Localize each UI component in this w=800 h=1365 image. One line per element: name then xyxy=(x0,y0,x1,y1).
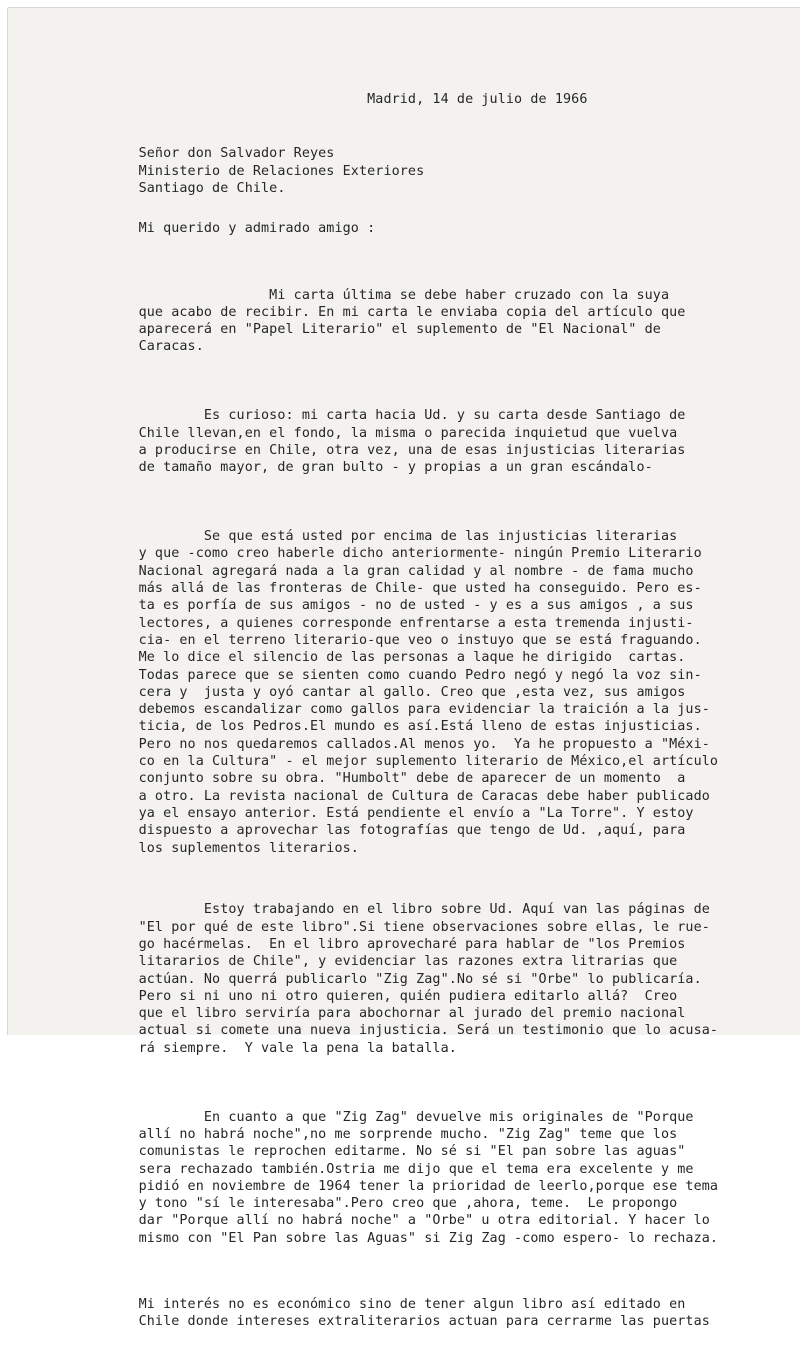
letter-date: Madrid, 14 de julio de 1966 xyxy=(8,92,588,107)
salutation: Mi querido y admirado amigo : xyxy=(8,221,376,236)
recipient-address: Señor don Salvador Reyes Ministerio de Relaciones Exteriores Santiago de Chile. xyxy=(138,146,425,196)
paragraph-4: Estoy trabajando en el libro sobre Ud. Aquí van las páginas de "El por qué de este libro".Si tiene observaciones sobre ellas, le rue- go hacérmelas. En el libro aprovecharé para hablar de "los Premios litararios de Chile", y evidenciar las razones extra litrarias que actúan. No querrá publicarlo "Zig Zag".No sé si "Orbe" lo publicaría. Pero si ni uno ni otro quieren, quién pudiera editarlo allá? Creo que el libro serviría para abochornar al jurado del premio nacional actual si comete una nueva injusticia. Será un testimonio que lo acusa- rá siempre. Y vale la pena la batalla. xyxy=(138,902,719,1056)
paragraph-2: Es curioso: mi carta hacia Ud. y su carta desde Santiago de Chile llevan,en el fondo, la misma o parecida inquietud que vuelva a producirse en Chile, otra vez, una de esas injusticias literarias de tamaño mayor, de gran bulto - y propias a un gran escándalo- xyxy=(138,408,686,476)
paragraph-6: Mi interés no es económico sino de tener algun libro así editado en Chile donde intereses extraliterarios actuan para cerrarme las puertas xyxy=(138,1296,710,1329)
letter-body xyxy=(8,252,800,1365)
paragraph-1: Mi carta última se debe haber cruzado con la suya que acabo de recibir. En mi carta le enviaba copia del artículo que aparecerá en "Papel Literario" el suplemento de "El Nacional" de Caracas. xyxy=(138,287,686,355)
letter-page xyxy=(8,8,800,1329)
paragraph-5: En cuanto a que "Zig Zag" devuelve mis originales de "Porque allí no habrá noche",no me sorprende mucho. "Zig Zag" teme que los comunistas le reprochen editarme. No sé si "El pan sobre las aguas" sera rechazado también.Ostria me dijo que el tema era excelente y me pidió en noviembre de 1964 tener la prioridad de leerlo,porque ese tema y tono "sí le interesaba".Pero creo que ,ahora, teme. Le propongo dar "Porque allí no habrá noche" a "Orbe" u otra editorial. Y hacer lo mismo con "El Pan sobre las Aguas" si Zig Zag -como espero- lo rechaza. xyxy=(138,1109,719,1246)
paragraph-3: Se que está usted por encima de las injusticias literarias y que -como creo haberle dicho anteriormente- ningún Premio Literario Nacional agregará nada a la gran calidad y al nombre - de fama mucho más allá de las fronteras de Chile- que usted ha conseguido. Pero es- ta es porfía de sus amigos - no de usted - y es a sus amigos , a sus lectores, a quienes corresponde enfrentarse a esta tremenda injusti- cia- en el terreno literario-que veo o instuyo que se está fraguando. Me lo dice el silencio de las personas a laque he dirigido cartas. Todas parece que se sienten como cuando Pedro negó y negó la voz sin- cera y justa y oyó cantar al gallo. Creo que ,esta vez, sus amigos debemos escandalizar como gallos para evidenciar la traición a la jus- ticia, de los Pedros.El mundo es así.Está lleno de estas injusticias. Pero no nos quedaremos callados.Al menos yo. Ya he propuesto a "Méxi- co en la Cultura" - el mejor suplemento literario de México,el artículo conjunto sobre su obra. "Humbolt" debe de aparecer de un momento a a otro. La revista nacional de Cultura de Caracas debe haber publicado ya el ensayo anterior. Está pendiente el envío a "La Torre". Y estoy dispuesto a aprovechar las fotografías que tengo de Ud. ,aquí, para los suplementos literarios. xyxy=(138,529,719,856)
